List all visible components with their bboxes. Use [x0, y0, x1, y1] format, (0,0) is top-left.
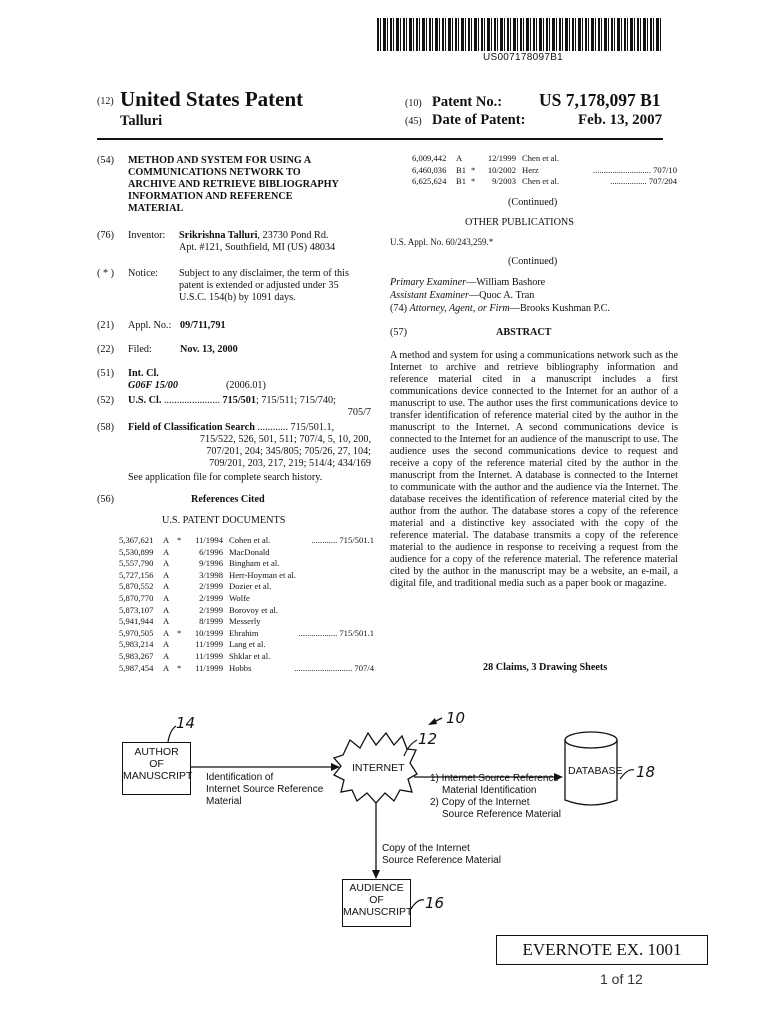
ref-number-12: 12 — [418, 730, 438, 748]
inventor-surname: Talluri — [120, 113, 163, 129]
doc-date: 8/1999 — [199, 616, 223, 627]
doc-kind: B1 — [456, 164, 467, 175]
doc-num: 5,970,505 — [119, 627, 154, 638]
doc-class — [593, 165, 677, 175]
doc-name: Chen et al. — [522, 176, 559, 187]
field-note: See application file for complete search history. — [128, 472, 323, 483]
doc-code: (12) — [97, 96, 114, 107]
doc-dots: ................. — [610, 176, 647, 187]
more-patent-docs-list — [412, 153, 677, 189]
inventor-label: Inventor: — [128, 230, 166, 241]
notice-code: ( * ) — [97, 268, 114, 279]
doc-date: 9/2003 — [492, 176, 516, 187]
page-number: 1 of 12 — [600, 971, 643, 987]
doc-num: 5,870,770 — [119, 593, 154, 603]
doc-kind: A — [163, 593, 170, 603]
patent-no-code: (10) — [405, 98, 422, 109]
doc-class — [294, 663, 374, 673]
continued-1: (Continued) — [508, 197, 558, 208]
patent-doc-row — [119, 558, 374, 570]
patent-doc-row — [119, 570, 374, 582]
appl-code: (21) — [97, 320, 114, 331]
doc-cls: 707/204 — [646, 176, 677, 187]
doc-kind: A — [163, 662, 170, 673]
patent-doc-row — [412, 153, 677, 165]
patent-doc-row — [119, 547, 374, 559]
doc-kind: A — [163, 558, 170, 569]
doc-kind: A — [163, 627, 170, 638]
patent-doc-row — [119, 535, 374, 547]
exhibit-label: EVERNOTE EX. 1001 — [496, 935, 708, 965]
doc-num: 5,530,899 — [119, 546, 154, 557]
doc-name: Herz — [522, 164, 539, 175]
doc-name: MacDonald — [229, 546, 270, 557]
patent-doc-row — [412, 165, 677, 177]
invention-title: METHOD AND SYSTEM FOR USING A COMMUNICATIONS NETWORK TO ARCHIVE AND RETRIEVE BIBLIOGRAPHY INFORMATION AND REFERENCE MATERIAL — [128, 155, 339, 214]
title-code: (54) — [97, 155, 114, 166]
notice-label: Notice: — [128, 268, 158, 279]
doc-star: * — [177, 627, 182, 638]
doc-num: 5,987,454 — [119, 662, 154, 673]
doc-num: 5,557,790 — [119, 558, 154, 569]
doc-name: Chen et al. — [522, 153, 559, 163]
internet-label: INTERNET — [352, 762, 405, 774]
doc-kind: A — [163, 651, 170, 661]
ref-number-18: 18 — [636, 763, 656, 781]
uscl-code: (52) — [97, 395, 114, 406]
patent-doc-row — [119, 651, 374, 663]
arrowhead-internet-audience — [372, 870, 380, 879]
barcode-image — [377, 18, 663, 51]
doc-cls: 707/4 — [352, 662, 374, 673]
patent-doc-row — [119, 593, 374, 605]
doc-name: Hobbs — [229, 662, 252, 673]
doc-star: * — [471, 164, 476, 175]
ref-number-16: 16 — [425, 894, 445, 912]
filed-label: Filed: — [128, 344, 152, 355]
leader-16 — [410, 900, 424, 910]
patent-heading: United States Patent — [120, 87, 304, 111]
doc-class — [610, 176, 677, 186]
appl-value: 09/711,791 — [180, 320, 226, 331]
leader-14 — [168, 726, 176, 742]
doc-kind: A — [163, 604, 170, 615]
author-box: AUTHOR OF MANUSCRIPT — [122, 742, 191, 795]
assistant-examiner: Assistant Examiner—Quoc A. Tran — [390, 290, 535, 301]
refs-heading: References Cited — [191, 494, 265, 505]
database-label: DATABASE — [568, 765, 623, 777]
doc-kind: A — [163, 546, 170, 557]
doc-star: * — [471, 176, 476, 187]
other-pub-entry: U.S. Appl. No. 60/243,259.* — [390, 237, 494, 247]
doc-date: 2/1999 — [199, 593, 223, 603]
doc-num: 6,009,442 — [412, 153, 447, 163]
doc-class — [311, 535, 374, 545]
doc-dots: .................. — [298, 627, 338, 638]
doc-name: Cohen et al. — [229, 535, 271, 545]
doc-star: * — [177, 662, 182, 673]
patent-doc-row — [412, 176, 677, 188]
doc-date: 11/1999 — [195, 651, 223, 661]
doc-date: 9/1996 — [199, 558, 223, 569]
inventor-code: (76) — [97, 230, 114, 241]
doc-date: 2/1999 — [199, 604, 223, 615]
doc-kind: A — [163, 639, 170, 650]
patent-doc-row — [119, 639, 374, 651]
doc-kind: A — [163, 616, 170, 627]
doc-dots: ............ — [311, 535, 338, 545]
doc-num: 5,941,944 — [119, 616, 154, 627]
us-docs-heading: U.S. PATENT DOCUMENTS — [162, 515, 286, 526]
attorney: (74) Attorney, Agent, or Firm—Brooks Kushman P.C. — [390, 303, 610, 314]
intcl-label: Int. Cl. — [128, 368, 159, 379]
doc-date: 12/1999 — [487, 153, 516, 163]
patent-no-label: Patent No.: — [432, 94, 503, 110]
refs-code: (56) — [97, 494, 114, 505]
doc-date: 10/1999 — [194, 627, 223, 638]
continued-2: (Continued) — [508, 256, 558, 267]
intcl-code: (51) — [97, 368, 114, 379]
label-author-to-internet: Identification of Internet Source Reference Material — [206, 772, 324, 807]
doc-date: 6/1996 — [199, 546, 223, 557]
doc-cls: 707/10 — [650, 164, 677, 175]
doc-num: 5,727,156 — [119, 569, 154, 580]
other-pubs-heading: OTHER PUBLICATIONS — [465, 217, 574, 228]
doc-name: Ebrahim — [229, 627, 259, 638]
label-internet-to-audience: Copy of the Internet Source Reference Material — [382, 843, 501, 866]
doc-name: Wolfe — [229, 593, 250, 603]
doc-date: 10/2002 — [487, 164, 516, 175]
abstract-heading: ABSTRACT — [496, 327, 552, 338]
patent-doc-row — [119, 616, 374, 628]
doc-dots: ........................... — [294, 662, 353, 673]
date-label: Date of Patent: — [432, 112, 526, 128]
field-block: Field of Classification Search ............ 715/501.1, 715/522, 526, 501, 511; 707/4, 5, 10, 200, 707/201, 204; 345/805; 705/26, 27, 104; 709/201, 203, 217, 219; 514/4; 434/169 — [128, 422, 371, 469]
primary-examiner: Primary Examiner—William Bashore — [390, 277, 546, 288]
ref-number-10: 10 — [446, 709, 466, 727]
doc-kind: B1 — [456, 176, 467, 187]
intcl-year: (2006.01) — [226, 380, 266, 391]
filed-code: (22) — [97, 344, 114, 355]
doc-dots: ........................... — [592, 164, 651, 175]
date-code: (45) — [405, 116, 422, 127]
arrowhead-10 — [428, 718, 437, 725]
notice-text: Subject to any disclaimer, the term of this patent is extended or adjusted under 35 U.S.C. 154(b) by 1091 days. — [179, 268, 349, 303]
ref-number-14: 14 — [176, 714, 196, 732]
patent-no-value: US 7,178,097 B1 — [539, 90, 661, 110]
field-code: (58) — [97, 422, 114, 433]
doc-num: 5,873,107 — [119, 604, 154, 615]
doc-date: 11/1999 — [195, 639, 223, 650]
abstract-code: (57) — [390, 327, 407, 338]
label-internet-to-database: 1) Internet Source Reference Material Identification 2) Copy of the Internet Source Reference Material — [430, 773, 561, 820]
doc-kind: A — [163, 569, 170, 580]
doc-kind: A — [456, 153, 463, 163]
doc-kind: A — [163, 535, 170, 545]
doc-name: Dozier et al. — [229, 581, 272, 592]
database-cylinder-top — [565, 732, 617, 748]
patent-doc-row — [119, 605, 374, 617]
doc-name: Herr-Hoyman et al. — [229, 569, 296, 580]
doc-name: Shklar et al. — [229, 651, 271, 661]
doc-name: Borovoy et al. — [229, 604, 278, 615]
header-rule — [97, 138, 663, 140]
doc-class — [299, 628, 374, 638]
intcl-class: G06F 15/00 — [128, 380, 178, 391]
publication-number: US007178097B1 — [482, 52, 564, 63]
doc-date: 3/1998 — [199, 569, 223, 580]
doc-num: 6,460,036 — [412, 164, 447, 175]
claims-line: 28 Claims, 3 Drawing Sheets — [483, 662, 608, 673]
doc-cls: 715/501.1 — [337, 627, 374, 638]
doc-cls: 715/501.1 — [337, 535, 374, 545]
doc-date: 11/1999 — [195, 662, 223, 673]
abstract-text: A method and system for using a communications network such as the Internet to archive and retrieve bibliography information and reference material cited in a manuscript includes a first communications device connected to the Internet for an author of a manuscript to use. The author uses the first communications device to transfer identification of reference material cited by the author in the manuscript to the Internet. A second communications device is connected to the Internet for an audience of the manuscript to use. The audience uses the second communications device to request and receive a copy of the reference material cited by the author in the manuscript from the Internet. A database is connected to the Internet to communicate with the author and the audience via the Internet. The database receives the identification of reference material cited by the author from the author. The database stores a copy of the reference material and a distinctive key associated with the copy of the reference material. The database transmits a copy of the reference material to the audience in response to receiving a request from the audience for a copy of the reference material. The reference material cited by the author in the manuscript may be a website, an e-mail, a digital file, and traditional media such as a paper book or magazine. — [390, 350, 678, 589]
doc-num: 5,983,214 — [119, 639, 154, 650]
doc-num: 5,870,552 — [119, 581, 154, 592]
doc-name: Lang et al. — [229, 639, 266, 650]
date-value: Feb. 13, 2007 — [578, 112, 663, 128]
patent-doc-row — [119, 663, 374, 675]
doc-date: 11/1994 — [195, 535, 223, 545]
appl-label: Appl. No.: — [128, 320, 172, 331]
doc-num: 5,983,267 — [119, 651, 154, 661]
doc-name: Bingham et al. — [229, 558, 280, 569]
doc-num: 6,625,624 — [412, 176, 447, 187]
inventor-info: Srikrishna Talluri, 23730 Pond Rd. Apt. #121, Southfield, MI (US) 48034 — [179, 230, 336, 253]
patent-doc-row — [119, 581, 374, 593]
doc-star: * — [177, 535, 182, 545]
uscl-block: U.S. Cl. ...................... 715/501; 715/511; 715/740; 705/7 — [128, 395, 371, 418]
audience-box: AUDIENCE OF MANUSCRIPT — [342, 879, 411, 927]
patent-doc-row — [119, 628, 374, 640]
doc-kind: A — [163, 581, 170, 592]
us-patent-docs-list — [119, 535, 374, 675]
doc-name: Messerly — [229, 616, 261, 627]
doc-num: 5,367,621 — [119, 535, 154, 545]
filed-value: Nov. 13, 2000 — [180, 344, 238, 355]
doc-date: 2/1999 — [199, 581, 223, 592]
